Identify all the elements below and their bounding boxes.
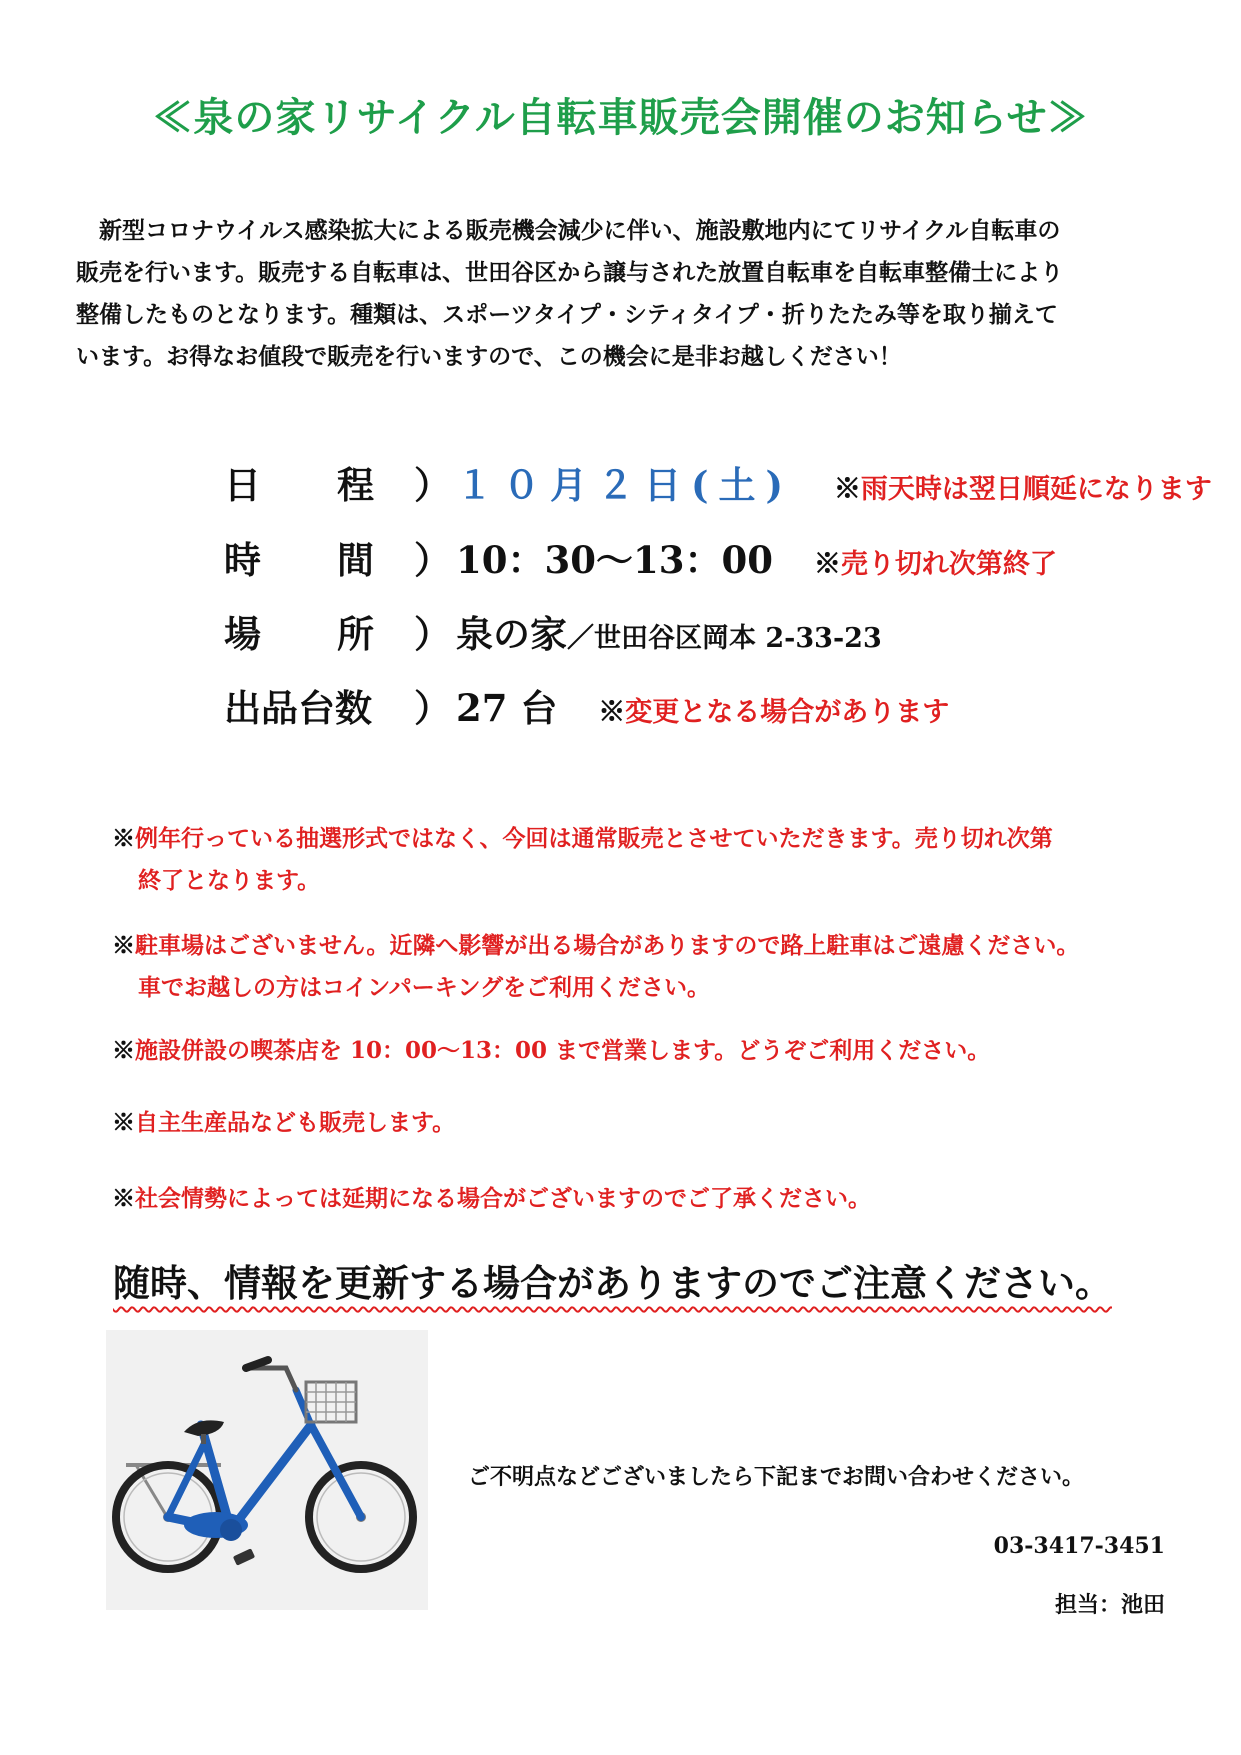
note-item: ※社会情勢によっては延期になる場合がございますのでご了承ください。	[112, 1185, 871, 1212]
schedule-value: １０月２日(土)	[456, 463, 794, 507]
count-value: 27 台	[456, 686, 558, 730]
count-row	[224, 678, 949, 732]
place-address: ／世田谷区岡本 2-33-23	[567, 623, 882, 654]
place-label: 場所	[224, 612, 374, 656]
note-item: ※駐車場はございません。近隣へ影響が出る場合がありますので路上駐車はご遠慮ください。 車でお越しの方はコインパーキングをご利用ください。	[112, 932, 1080, 1001]
time-label: 時間	[224, 538, 374, 582]
update-notice-banner: 随時、情報を更新する場合がありますのでご注意ください。	[113, 1261, 1112, 1305]
note-item: ※例年行っている抽選形式ではなく、今回は通常販売とさせていただきます。売り切れ次第 終了となります。	[112, 825, 1053, 894]
count-paren: ）	[414, 686, 451, 730]
contact-phone: 03-3417-3451	[993, 1533, 1165, 1559]
intro-line: います。お得なお値段で販売を行いますので、この機会に是非お越しください！	[76, 343, 902, 370]
note-item: ※自主生産品なども販売します。	[112, 1109, 456, 1136]
place-row	[224, 604, 882, 658]
time-row	[224, 530, 1057, 584]
schedule-paren: ）	[414, 463, 451, 507]
place-value: 泉の家	[456, 612, 567, 656]
intro-line: 整備したものとなります。種類は、スポーツタイプ・シティタイプ・折りたたみ等を取り揃えて	[76, 301, 1058, 328]
time-note: ※売り切れ次第終了	[813, 549, 1057, 580]
count-label: 出品台数	[224, 686, 372, 730]
intro-line: 新型コロナウイルス感染拡大による販売機会減少に伴い、施設敷地内にてリサイクル自転車の	[76, 217, 1061, 244]
bicycle-icon	[106, 1330, 428, 1610]
schedule-row	[224, 455, 1212, 509]
schedule-label: 日程	[224, 463, 374, 507]
contact-message: ご不明点などございましたら下記までお問い合わせください。	[468, 1464, 1085, 1490]
note-item: ※施設併設の喫茶店を 10：00〜13：00 まで営業します。どうぞご利用ください。	[112, 1037, 991, 1064]
intro-paragraph	[76, 210, 1166, 378]
time-value: 10：30〜13：00	[456, 538, 773, 582]
bicycle-illustration	[106, 1330, 428, 1610]
intro-line: 販売を行います。販売する自転車は、世田谷区から譲与された放置自転車を自転車整備士により	[76, 259, 1064, 286]
count-note: ※変更となる場合があります	[598, 697, 950, 728]
contact-person: 担当：池田	[1054, 1592, 1165, 1618]
time-paren: ）	[414, 538, 451, 582]
place-paren: ）	[414, 612, 451, 656]
schedule-note: ※雨天時は翌日順延になります	[833, 474, 1212, 505]
page-title: ≪泉の家リサイクル自転車販売会開催のお知らせ≫	[152, 94, 1089, 141]
